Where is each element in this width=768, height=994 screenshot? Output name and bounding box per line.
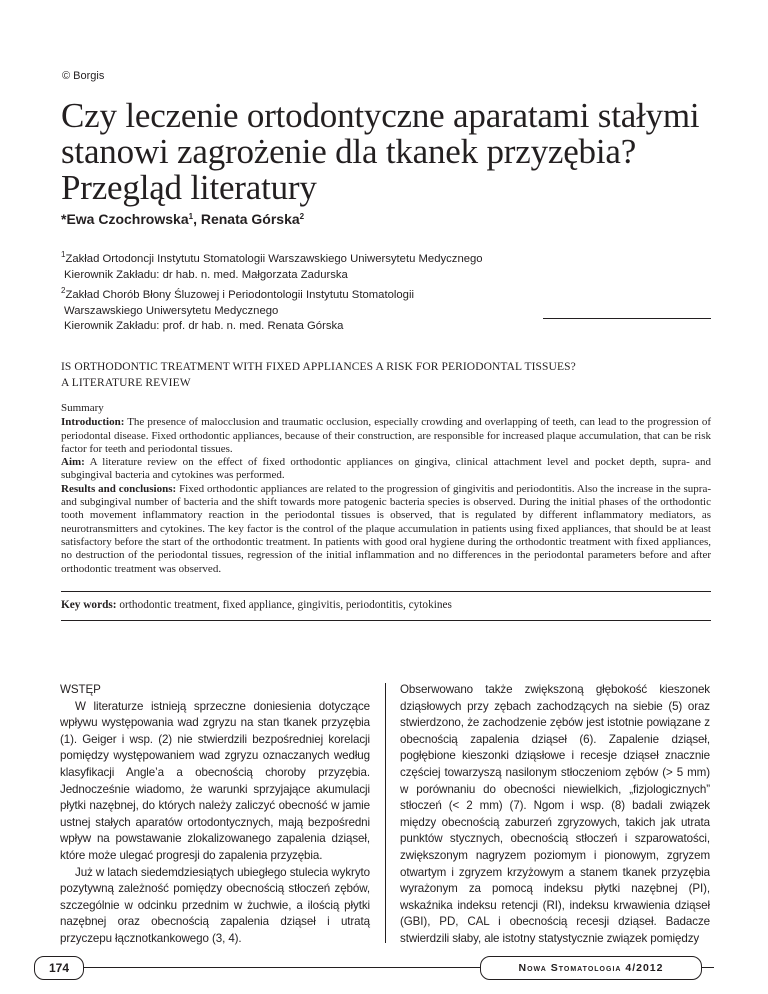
title-line: Przegląd literatury: [61, 168, 317, 207]
body-column-right: [400, 682, 710, 948]
summary: [61, 402, 711, 576]
footer-rule: [84, 967, 480, 968]
summary-text: Fixed orthodontic appliances are related to the progression of gingivitis and periodontitis. Also the increase in the supra- and subgingival number of bacteria and the shift towards more patogenic bacteria species is observed. During the initial phases of the orthodontic tooth movement inflammatory reaction in the periodontal tissues is observed, that is regulated by different inflammatory mediators, as neurotransmitters and cytokines. The key factor is the control of the plaque accumulation in patients using fixed appliances, that should be at least satisfactory before the start of the orthodontic treatment. In patients with good oral hygiene during the orthodontic treatment with fixed appliances, no destruction of the periodontal tissues, regression of the initial inflammation and no differences in the periodontal parameters before and after orthodontic treatment was observed.: [61, 482, 712, 575]
affiliation-line: Warszawskiego Uniwersytetu Medycznego: [64, 304, 279, 317]
english-title-line: A LITERATURE REVIEW: [61, 377, 191, 389]
summary-text: The presence of malocclusion and traumatic occlusion, especially crowding and overlapping of teeth, can lead to the progression of periodontal disease. Fixed orthodontic appliances, because of their construction, are responsible for increased plaque accumulation, that can be risk factor for teeth and periodontal tissues.: [61, 416, 711, 455]
article-title: [61, 98, 741, 206]
section-heading: WSTĘP: [60, 683, 101, 696]
affiliation-text: Zakład Ortodoncji Instytutu Stomatologii Warszawskiego Uniwersytetu Medycznego: [65, 253, 483, 265]
body-column-left: [60, 682, 370, 948]
affiliation-line: [61, 247, 483, 268]
author-name: Renata Górska: [200, 211, 300, 227]
summary-label: Aim:: [61, 456, 85, 469]
author-name: *Ewa Czochrowska: [61, 211, 189, 227]
publisher-note: © Borgis: [62, 70, 105, 82]
summary-label: Results and conclusions:: [61, 482, 177, 495]
body-paragraph: Już w latach siedemdziesiątych ubiegłego stulecia wykryto pozytywną zależność pomiędzy obecnością stłoczeń zębów, szczególnie w odcinku przednim w żuchwie, a ilością płytki nazębnej oraz obecnością zapalenia dziąseł i utratą przyczepu łącznotkankowego (3, 4).: [60, 865, 370, 945]
affiliation-line: [61, 283, 483, 304]
author-separator: ,: [193, 211, 201, 227]
keywords-bottom-rule: [61, 620, 711, 621]
summary-text: A literature review on the effect of fixed orthodontic appliances on gingiva, clinical attachment level and pocket depth, supra- and subgingival bacteria and cytokines was performed.: [61, 456, 711, 482]
footer-rule-end: [702, 967, 714, 968]
journal-name: Nowa Stomatologia 4/2012: [480, 956, 702, 980]
title-line: Czy leczenie ortodontyczne aparatami stałymi: [61, 96, 700, 135]
author-affiliation-mark: 2: [299, 212, 305, 221]
affiliation-divider: [543, 318, 711, 319]
body-paragraph: Obserwowano także zwiększoną głębokość kieszonek dziąsłowych przy zębach zachodzących na siebie (5) oraz stwierdzono, że zachodzenie zębów jest istotnie powiązane z obecnością zapalenia dziąseł (6). Zapalenie dziąseł, pogłębione kieszonki dziąsłowe i recesje dziąseł znacznie częściej towarzyszą nasilonym stłoczeniom zębów (> 5 mm) w porównaniu do obecności niewielkich, „fizjologicznych” stłoczeń (< 2 mm) (7). Ngom i wsp. (8) badali związek między obecnością zaburzeń zgryzowych, takich jak utrata punktów stycznych, obecnością stłoczeń i szparowatości, zwiększonym nagryzem poziomym i pionowym, zgryzem otwartym i zgryzem krzyżowym a stanem tkanek przyzębia wyrażonym za pomocą indeksu płytki nazębnej (PI), wskaźnika indeksu retencji (RI), indeksu krwawienia dziąseł (GBI), PD, CAL i obecnością recesji dziąseł. Badacze stwierdzili słaby, ale istotny statystycznie związek pomiędzy: [400, 683, 710, 945]
summary-heading: Summary: [61, 402, 104, 414]
title-line: stanowi zagrożenie dla tkanek przyzębia?: [61, 132, 637, 171]
keywords-label: Key words:: [61, 599, 117, 611]
author-affiliation-mark: 1: [188, 212, 194, 221]
english-title-line: IS ORTHODONTIC TREATMENT WITH FIXED APPLIANCES A RISK FOR PERIODONTAL TISSUES?: [61, 361, 576, 373]
keywords-text: orthodontic treatment, fixed appliance, gingivitis, periodontitis, cytokines: [116, 599, 452, 611]
affiliations: [61, 247, 483, 335]
english-title: [61, 359, 576, 391]
page-number: 174: [34, 956, 84, 980]
keywords: [61, 599, 711, 611]
body-paragraph: W literaturze istnieją sprzeczne doniesienia dotyczące wpływu występowania wad zgryzu na stan tkanek przyzębia (1). Geiger i wsp. (2) nie stwierdzili bezpośredniej korelacji pomiędzy występowaniem wad zgryzu oznaczanych według klasyfikacji Angle’a a obecnością choroby przyzębia. Jednocześnie wiadomo, że warunki sprzyjające akumulacji płytki nazębnej, do których należy zaliczyć obecność w jamie ustnej stałych aparatów ortodontycznych, mają bezpośredni wpływ na powstawanie zlokalizowanego zapalenia dziąseł, które może ulegać progresji do zapalenia przyzębia.: [60, 699, 370, 862]
keywords-top-rule: [61, 591, 711, 592]
affiliation-mark: 1: [61, 250, 66, 259]
affiliation-text: Zakład Chorób Błony Śluzowej i Periodontologii Instytutu Stomatologii: [65, 289, 414, 301]
summary-label: Introduction:: [61, 416, 125, 429]
summary-aim: [61, 456, 711, 483]
summary-results: [61, 483, 711, 576]
summary-introduction: [61, 416, 711, 456]
affiliation-line: Kierownik Zakładu: prof. dr hab. n. med. Renata Górska: [64, 320, 344, 332]
authors: [61, 211, 304, 227]
affiliation-mark: 2: [61, 286, 66, 295]
affiliation-line: Kierownik Zakładu: dr hab. n. med. Małgorzata Zadurska: [64, 268, 348, 281]
column-divider: [385, 683, 386, 943]
